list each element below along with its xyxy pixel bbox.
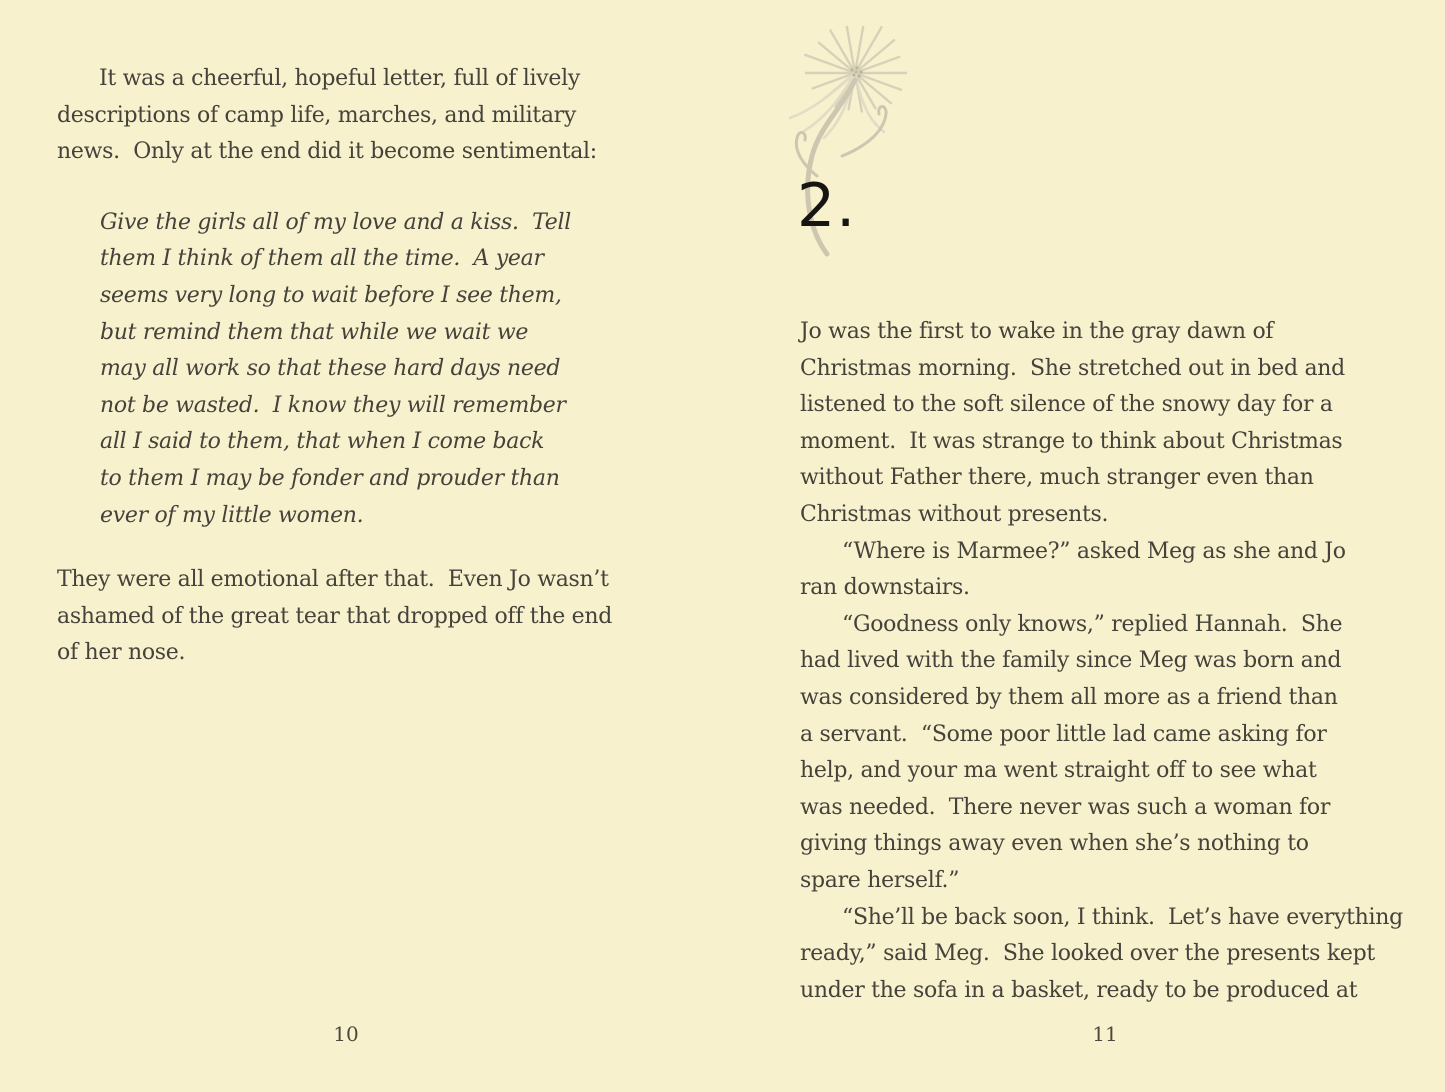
text-line: moment. It was strange to think about Christmas [800, 428, 1343, 454]
right-page-text-block [800, 314, 1420, 1009]
left-page-text-block [57, 61, 657, 672]
text-line: ever of my little women. [100, 502, 364, 528]
block-quote-paragraph [100, 205, 657, 534]
left-page-number: 10 [333, 1022, 359, 1046]
text-line: “Goodness only knows,” replied Hannah. She [842, 611, 1343, 637]
text-line: news. Only at the end did it become sentimental: [57, 139, 597, 165]
text-line: may all work so that these hard days need [100, 356, 561, 382]
body-paragraph [800, 534, 1420, 607]
text-line: under the sofa in a basket, ready to be produced at [800, 977, 1358, 1003]
text-line: ready,” said Meg. She looked over the presents kept [800, 941, 1375, 967]
text-line: but remind them that while we wait we [100, 319, 529, 345]
right-page-number: 11 [1092, 1022, 1118, 1046]
text-line: Christmas without presents. [800, 501, 1109, 527]
text-line: Christmas morning. She stretched out in bed and [800, 355, 1345, 381]
text-line: a servant. “Some poor little lad came asking for [800, 721, 1327, 747]
text-line: Give the girls all of my love and a kiss. Tell [100, 209, 571, 235]
body-paragraph [800, 900, 1420, 1010]
text-line: of her nose. [57, 640, 186, 666]
text-line: giving things away even when she’s nothing to [800, 831, 1309, 857]
text-line: not be wasted. I know they will remember [100, 392, 566, 418]
text-line: had lived with the family since Meg was born and [800, 648, 1342, 674]
text-line: to them I may be fonder and prouder than [100, 465, 560, 491]
body-paragraph [800, 607, 1420, 900]
chapter-number: 2. [797, 171, 857, 241]
text-line: spare herself.” [800, 867, 960, 893]
text-line: without Father there, much stranger even than [800, 465, 1314, 491]
text-line: Jo was the first to wake in the gray dawn of [800, 319, 1274, 344]
text-line: all I said to them, that when I come back [100, 429, 545, 455]
text-line: help, and your ma went straight off to see what [800, 758, 1317, 784]
body-paragraph [800, 314, 1420, 534]
text-line: listened to the soft silence of the snowy day for a [800, 392, 1333, 418]
text-line: They were all emotional after that. Even Jo wasn’t [57, 567, 609, 593]
text-line: ashamed of the great tear that dropped off the end [57, 603, 612, 629]
text-line: ran downstairs. [800, 575, 970, 601]
text-line: them I think of them all the time. A year [100, 246, 544, 272]
text-line: “Where is Marmee?” asked Meg as she and Jo [842, 538, 1346, 564]
text-line: descriptions of camp life, marches, and military [57, 102, 577, 128]
text-line: was considered by them all more as a friend than [800, 684, 1338, 710]
text-line: It was a cheerful, hopeful letter, full of lively [99, 66, 580, 91]
body-paragraph [57, 562, 657, 672]
text-line: seems very long to wait before I see them, [100, 282, 562, 308]
body-paragraph [57, 61, 657, 171]
text-line: was needed. There never was such a woman for [800, 794, 1331, 820]
text-line: “She’ll be back soon, I think. Let’s have everything [842, 904, 1403, 930]
